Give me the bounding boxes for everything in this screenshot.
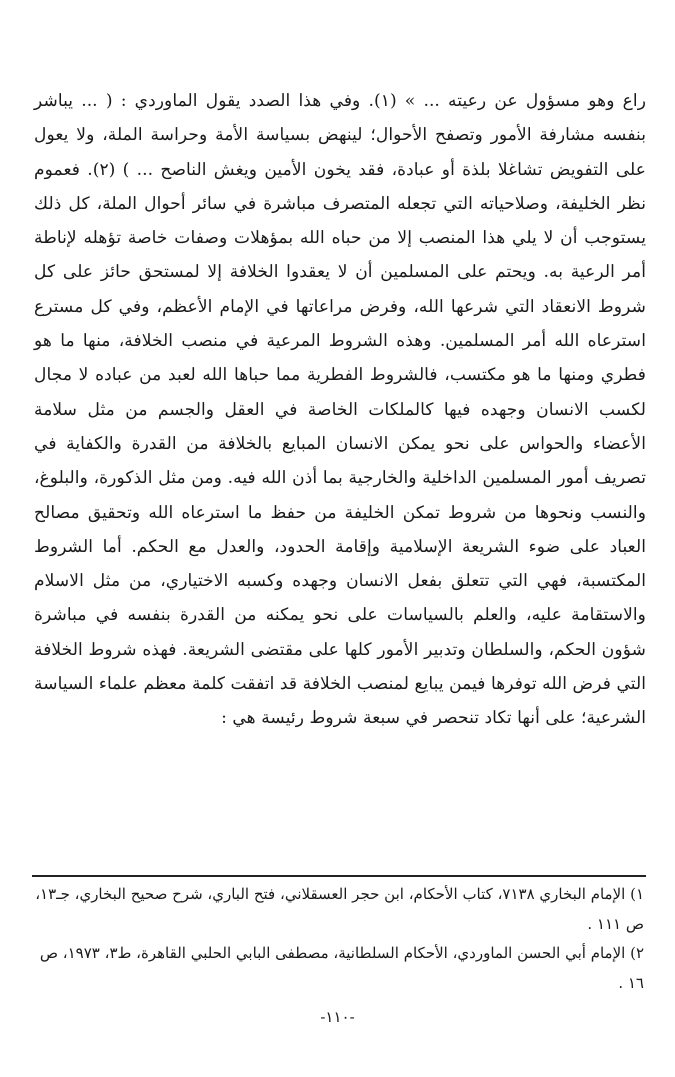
body-paragraph: راع وهو مسؤول عن رعيته ... » (١). وفي هذا الصدد يقول الماوردي : ( ... يباشر بنفسه مشارفة الأمور وتصفح الأحوال؛ لينهض بسياسة الأمة وحراسة الملة، ولا يعول على التفويض تشاغلا بلذة أو عبادة، فقد يخون الأمين ويغش الناصح ... ) (٢). فعموم نظر الخليفة، وصلاحياته التي تجعله المتصرف مباشرة في سائر أحوال الملة، كل ذلك يستوجب أن لا يلي هذا المنصب إلا من حباه الله بمؤهلات وصفات خاصة تؤهله لإناطة أمر الرعية به. ويحتم على المسلمين أن لا يعقدوا الخلافة إلا لمستحق حائز على كل شروط الانعقاد التي شرعها الله، وفرض مراعاتها في الإمام الأعظم، وفي كل مسترع استرعاه الله أمر المسلمين. وهذه الشروط المرعية في منصب الخلافة، منها ما هو فطري ومنها ما هو مكتسب، فالشروط الفطرية مما حباها الله لعبد من عباده لا مجال لكسب الانسان وجهده فيها كالملكات الخاصة في العقل والجسم من مثل سلامة الأعضاء والحواس على نحو يمكن الانسان المبايع بالخلافة من القدرة والكفاية في تصريف أمور المسلمين الداخلية والخارجية بما أذن الله فيه. ومن مثل الذكورة، والبلوغ، والنسب ونحوها من شروط تمكن الخليفة من حفظ ما استرعاه الله وتحقيق مصالح العباد على ضوء الشريعة الإسلامية وإقامة الحدود، والعدل مع الحكم. أما الشروط المكتسبة، فهي التي تتعلق بفعل الانسان وجهده وكسبه الاختياري، من مثل الاسلام والاستقامة عليه، والعلم بالسياسات على نحو يمكنه من القدرة بنفسه في مباشرة شؤون الحكم، والسلطان وتدبير الأمور كلها على مقتضى الشريعة. فهذه شروط الخلافة التي فرض الله توفرها فيمن يبايع لمنصب الخلافة قد اتفقت كلمة معظم علماء السياسة الشرعية؛ على أنها تكاد تنحصر في سبعة شروط رئيسة هي : xyxy=(34,91,646,729)
footnote-separator xyxy=(32,875,646,877)
footnote-2: ٢) الإمام أبي الحسن الماوردي، الأحكام السلطانية، مصطفى البابي الحلبي القاهرة، ط٣، ١٩٧٣، ص ١٦ . xyxy=(39,944,644,992)
body-text xyxy=(34,84,646,736)
footnote-1: ١) الإمام البخاري ٧١٣٨، كتاب الأحكام، ابن حجر العسقلاني، فتح الباري، شرح صحيح البخاري، جـ١٣، ص ١١١ . xyxy=(35,885,644,933)
page-number: -١١٠- xyxy=(320,1008,355,1026)
footnotes xyxy=(34,880,644,998)
